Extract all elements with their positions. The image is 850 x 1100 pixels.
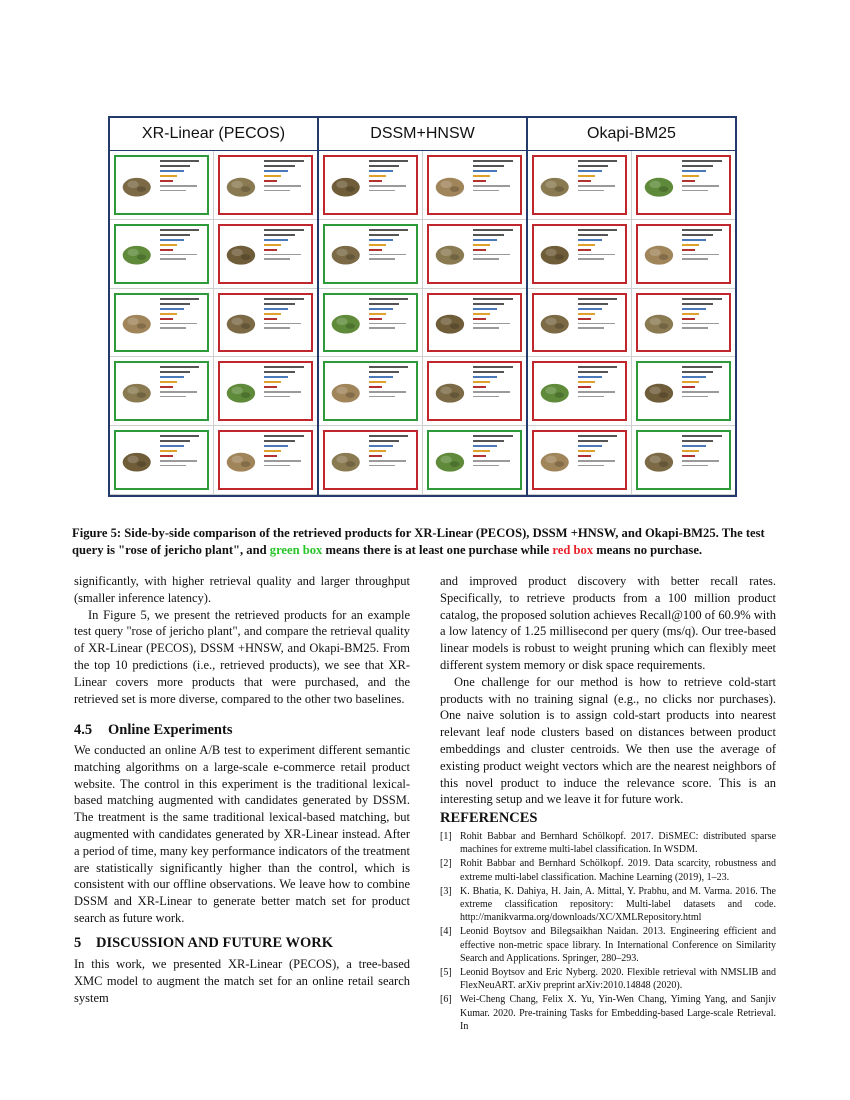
product-image [116, 363, 158, 419]
product-description [262, 157, 311, 213]
reference-text: Leonid Boytsov and Eric Nyberg. 2020. Flexible retrieval with NMSLIB and FlexNeuART. arXiv preprint arXiv:2010.14848 (2020). [460, 967, 776, 992]
product-card-purchased[interactable] [636, 430, 732, 490]
product-card-purchased[interactable] [323, 361, 418, 421]
product-image [325, 363, 367, 419]
result-cell [319, 426, 423, 495]
results-grid [110, 151, 317, 495]
product-description [262, 363, 311, 419]
product-card-no-purchase[interactable] [427, 361, 523, 421]
product-image [220, 432, 262, 488]
result-cell [632, 426, 736, 495]
product-description [367, 363, 416, 419]
product-card-no-purchase[interactable] [218, 361, 314, 421]
plant-icon [431, 163, 469, 208]
result-cell [423, 289, 527, 358]
product-description [471, 226, 520, 282]
product-description [680, 226, 729, 282]
product-card-no-purchase[interactable] [532, 293, 627, 353]
product-image [429, 295, 471, 351]
product-card-no-purchase[interactable] [323, 430, 418, 490]
product-image [116, 432, 158, 488]
product-description [367, 295, 416, 351]
result-cell [528, 289, 632, 358]
reference-text: Leonid Boytsov and Bilegsaikhan Naidan. 2013. Engineering efficient and effective non-metric space library. In International Conference on Similarity Search and Applications. Springer, 280–293. [460, 926, 776, 964]
result-cell [632, 357, 736, 426]
result-cell [214, 151, 318, 220]
plant-icon [222, 231, 260, 276]
reference-number: [1] [440, 831, 452, 842]
section-title: DISCUSSION AND FUTURE WORK [96, 935, 334, 951]
product-card-purchased[interactable] [114, 430, 209, 490]
result-cell [110, 220, 214, 289]
plant-icon [327, 231, 364, 276]
left-column-discussion [74, 956, 410, 1006]
result-cell [110, 357, 214, 426]
figure-caption [72, 525, 782, 559]
left-column-online [74, 742, 410, 927]
result-cell [214, 426, 318, 495]
reference-number: [6] [440, 994, 452, 1006]
product-description [158, 295, 207, 351]
product-card-no-purchase[interactable] [427, 224, 523, 284]
plant-icon [431, 300, 469, 345]
reference-item [440, 925, 776, 965]
section-number: 5 [74, 935, 82, 951]
result-cell [423, 357, 527, 426]
plant-icon [222, 163, 260, 208]
right-column [440, 573, 776, 808]
paragraph: and improved product discovery with better recall rates. Specifically, to retrieve products from a 100 million product catalog, the proposed solution achieves Recall@100 of 60.9% with a low latency of 1.25 millisecond per query (ms/q). Our tree-based linear models is robust to weight pruning which can flexibly meet different system memory or disk space requirements. [440, 574, 776, 672]
product-image [325, 157, 367, 213]
product-description [576, 157, 625, 213]
product-image [534, 363, 576, 419]
result-cell [319, 289, 423, 358]
product-image [429, 363, 471, 419]
product-description [680, 363, 729, 419]
plant-icon [118, 369, 155, 414]
product-image [220, 363, 262, 419]
reference-number: [4] [440, 926, 452, 938]
reference-item [440, 966, 776, 992]
method-title: Okapi-BM25 [528, 118, 735, 151]
result-cell [632, 151, 736, 220]
reference-text: K. Bhatia, K. Dahiya, H. Jain, A. Mittal, Y. Prabhu, and M. Varma. 2016. The extreme classification repository: Multi-label datasets and code. http://manikvarma.org/downloads/XC/XMLRepository.html [460, 885, 776, 924]
product-card-no-purchase[interactable] [427, 293, 523, 353]
result-cell [319, 357, 423, 426]
plant-icon [118, 300, 155, 345]
product-description [576, 363, 625, 419]
product-image [534, 226, 576, 282]
product-description [680, 295, 729, 351]
product-card-no-purchase[interactable] [427, 155, 523, 215]
method-column [319, 118, 528, 495]
product-description [367, 432, 416, 488]
section-number: 4.5 [74, 722, 93, 738]
paragraph: In Figure 5, we present the retrieved products for an example test query "rose of jericho plant", and compare the retrieval quality of XR-Linear (PECOS), DSSM +HNSW, and Okapi-BM25. From the top 10 predictions (i.e., retrieved products), we see that XR-Linear covers more products that were purchased, and the retrieved set is more diverse, compared to the other two baselines. [74, 607, 410, 706]
product-image [220, 295, 262, 351]
product-description [262, 295, 311, 351]
plant-icon [640, 438, 678, 483]
method-column [528, 118, 735, 495]
product-description [680, 432, 729, 488]
result-cell [214, 357, 318, 426]
paragraph: We conducted an online A/B test to experiment different semantic matching algorithms on a large-scale e-commerce retail product website. The control in this experiment is the traditional lexical-based matching augmented with candidates generated by DSSM. The treatment is the same traditional lexical-based matching, but augmented with candidates generated by XR-Linear instead. After a period of time, many key performance indicators of the treatment are statistically significantly higher than the control, which is consistent with our offline observations. We leave how to combine DSSM and XR-Linear to generate better match set for product search as future work. [74, 743, 410, 925]
left-column [74, 573, 410, 707]
product-description [471, 363, 520, 419]
plant-icon [327, 369, 364, 414]
product-description [576, 226, 625, 282]
product-description [680, 157, 729, 213]
plant-icon [118, 438, 155, 483]
result-cell [528, 357, 632, 426]
product-image [429, 432, 471, 488]
reference-number: [2] [440, 858, 452, 870]
references-title: REFERENCES [440, 810, 538, 826]
product-image [638, 226, 680, 282]
plant-icon [222, 438, 260, 483]
product-image [534, 295, 576, 351]
plant-icon [640, 300, 678, 345]
product-description [158, 432, 207, 488]
product-card-purchased[interactable] [323, 293, 418, 353]
product-card-no-purchase[interactable] [636, 224, 732, 284]
plant-icon [327, 438, 364, 483]
result-cell [423, 220, 527, 289]
product-image [116, 226, 158, 282]
results-grid [319, 151, 526, 495]
product-description [262, 432, 311, 488]
product-description [158, 363, 207, 419]
reference-item [440, 993, 776, 1033]
plant-icon [536, 231, 573, 276]
result-cell [110, 289, 214, 358]
references-list [440, 830, 776, 1034]
plant-icon [536, 163, 573, 208]
result-cell [528, 220, 632, 289]
product-image [220, 157, 262, 213]
product-card-no-purchase[interactable] [532, 430, 627, 490]
reference-item [440, 830, 776, 856]
product-card-no-purchase[interactable] [532, 361, 627, 421]
product-description [158, 157, 207, 213]
result-cell [110, 426, 214, 495]
result-cell [632, 220, 736, 289]
product-image [325, 432, 367, 488]
product-card-purchased[interactable] [114, 224, 209, 284]
product-card-no-purchase[interactable] [323, 155, 418, 215]
plant-icon [431, 438, 469, 483]
product-card-no-purchase[interactable] [636, 155, 732, 215]
product-description [576, 295, 625, 351]
plant-icon [536, 438, 573, 483]
product-image [534, 432, 576, 488]
section-title: Online Experiments [108, 722, 233, 738]
plant-icon [222, 369, 260, 414]
product-description [471, 432, 520, 488]
product-description [471, 157, 520, 213]
product-card-purchased[interactable] [427, 430, 523, 490]
plant-icon [640, 369, 678, 414]
product-card-no-purchase[interactable] [218, 155, 314, 215]
product-card-purchased[interactable] [114, 155, 209, 215]
plant-icon [327, 300, 364, 345]
caption-text-3: means no purchase. [593, 543, 703, 557]
result-cell [528, 151, 632, 220]
product-card-no-purchase[interactable] [532, 224, 627, 284]
product-description [158, 226, 207, 282]
product-description [367, 226, 416, 282]
plant-icon [222, 300, 260, 345]
product-card-no-purchase[interactable] [218, 224, 314, 284]
result-cell [423, 426, 527, 495]
reference-item [440, 857, 776, 883]
plant-icon [431, 369, 469, 414]
plant-icon [327, 163, 364, 208]
product-image [325, 226, 367, 282]
product-card-purchased[interactable] [323, 224, 418, 284]
figure-5 [108, 116, 737, 497]
product-image [116, 295, 158, 351]
product-card-no-purchase[interactable] [218, 293, 314, 353]
paragraph: One challenge for our method is how to retrieve cold-start products with no training signal (e.g., no clicks nor purchases). One naive solution is to assign cold-start products into nearest relevant leaf node clusters based on distances between product embeddings and cluster centroids. We then use the average of existing product weight vectors which are the nearest neighbors of this novel product to induce the relevance score. This is an interesting setup and we leave it for future work. [440, 674, 776, 807]
product-image [534, 157, 576, 213]
plant-icon [536, 369, 573, 414]
reference-number: [5] [440, 967, 452, 979]
product-image [638, 157, 680, 213]
product-image [638, 432, 680, 488]
method-title: DSSM+HNSW [319, 118, 526, 151]
method-column [110, 118, 319, 495]
plant-icon [536, 300, 573, 345]
section-heading-4-5 [74, 722, 410, 739]
product-description [367, 157, 416, 213]
reference-text: Rohit Babbar and Bernhard Schölkopf. 2019. Data scarcity, robustness and extreme multi-label classification. Machine Learning (2019), 1–23. [460, 858, 776, 883]
product-description [471, 295, 520, 351]
product-image [429, 226, 471, 282]
product-image [325, 295, 367, 351]
product-description [576, 432, 625, 488]
product-image [220, 226, 262, 282]
product-card-purchased[interactable] [636, 361, 732, 421]
section-heading-5 [74, 935, 410, 952]
result-cell [319, 151, 423, 220]
product-card-purchased[interactable] [114, 293, 209, 353]
product-card-no-purchase[interactable] [532, 155, 627, 215]
product-image [429, 157, 471, 213]
plant-icon [118, 163, 155, 208]
reference-text: Rohit Babbar and Bernhard Schölkopf. 2017. DiSMEC: distributed sparse machines for extreme multi-label classification. In WSDM. [460, 831, 776, 856]
product-card-purchased[interactable] [114, 361, 209, 421]
result-cell [528, 426, 632, 495]
product-card-no-purchase[interactable] [218, 430, 314, 490]
product-card-no-purchase[interactable] [636, 293, 732, 353]
reference-number: [3] [440, 885, 452, 897]
paragraph: In this work, we presented XR-Linear (PECOS), a tree-based XMC model to augment the match set for an online retail search system [74, 957, 410, 1005]
product-description [262, 226, 311, 282]
result-cell [214, 289, 318, 358]
result-cell [423, 151, 527, 220]
results-grid [528, 151, 735, 495]
method-title: XR-Linear (PECOS) [110, 118, 317, 151]
reference-item [440, 885, 776, 925]
result-cell [632, 289, 736, 358]
result-cell [110, 151, 214, 220]
product-image [638, 295, 680, 351]
caption-text-1: Figure 5: Side-by-side comparison of the retrieved products for XR-Linear (PECOS), DSSM +HNSW, and Okapi-BM25. The test query is "rose of jericho plant", and [72, 526, 765, 557]
plant-icon [640, 231, 678, 276]
product-image [116, 157, 158, 213]
result-cell [214, 220, 318, 289]
reference-text: Wei-Cheng Chang, Felix X. Yu, Yin-Wen Chang, Yiming Yang, and Sanjiv Kumar. 2020. Pre-training Tasks for Embedding-based Large-scale Retrieval. In [460, 994, 776, 1032]
plant-icon [431, 231, 469, 276]
caption-text-2: means there is at least one purchase while [322, 543, 553, 557]
paragraph: significantly, with higher retrieval quality and larger throughput (smaller inference latency). [74, 574, 410, 605]
caption-red-box: red box [552, 543, 594, 557]
plant-icon [118, 231, 155, 276]
caption-green-box: green box [269, 543, 323, 557]
product-image [638, 363, 680, 419]
plant-icon [640, 163, 678, 208]
result-cell [319, 220, 423, 289]
